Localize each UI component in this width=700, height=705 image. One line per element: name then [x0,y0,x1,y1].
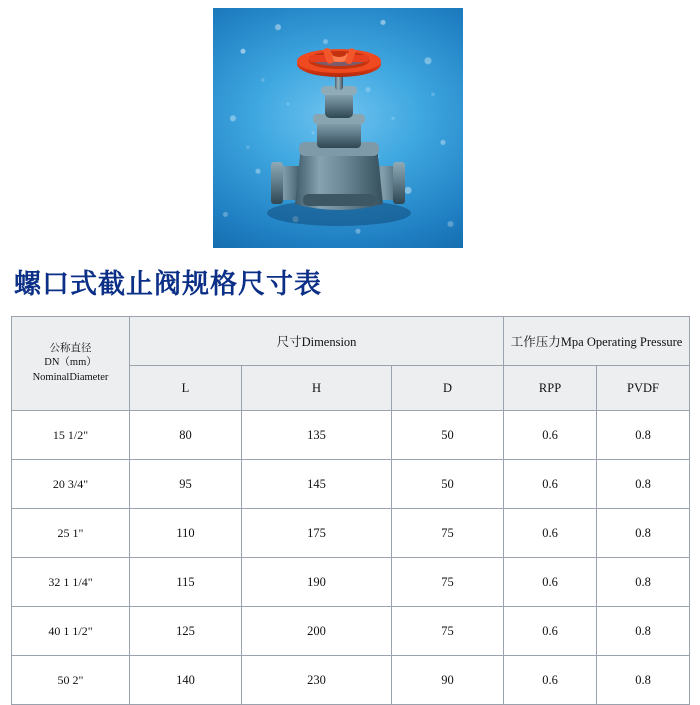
cell-dn-inch: 3/4" [67,476,89,491]
cell-dn-value: 25 [57,525,70,540]
cell-dn-inch: 1" [72,525,84,540]
cell-dn-inch: 1/2" [67,427,89,442]
cell-L: 110 [130,509,242,558]
cell-dn-inch: 1 1/2" [63,623,93,638]
product-photo [213,8,463,248]
cell-H: 135 [242,411,392,460]
cell-H: 175 [242,509,392,558]
cell-RPP: 0.6 [504,411,597,460]
table-row [12,460,690,509]
table-head [12,317,690,411]
table-row [12,656,690,705]
cell-dn [12,558,130,607]
table-header-group-row [12,317,690,366]
cell-L: 95 [130,460,242,509]
cell-H: 230 [242,656,392,705]
cell-L: 80 [130,411,242,460]
cell-dn-inch: 2" [72,672,84,687]
cell-D: 50 [392,411,504,460]
cell-H: 190 [242,558,392,607]
header-col-D: D [392,366,504,411]
cell-dn [12,607,130,656]
cell-PVDF: 0.8 [597,411,690,460]
table-row [12,411,690,460]
header-nominal-diameter-line1: 公称直径 [49,343,92,355]
cell-D: 50 [392,460,504,509]
page-title: 螺口式截止阀规格尺寸表 [14,269,322,300]
cell-dn [12,509,130,558]
cell-L: 140 [130,656,242,705]
cell-dn-value: 15 [52,427,65,442]
cell-H: 145 [242,460,392,509]
header-nominal-diameter-line2: DN（mm） [44,357,97,369]
product-photo-image [213,8,463,248]
cell-dn [12,460,130,509]
cell-RPP: 0.6 [504,656,597,705]
cell-RPP: 0.6 [504,607,597,656]
cell-RPP: 0.6 [504,460,597,509]
cell-dn [12,411,130,460]
cell-PVDF: 0.8 [597,607,690,656]
table-row [12,509,690,558]
header-col-RPP: RPP [504,366,597,411]
cell-RPP: 0.6 [504,509,597,558]
header-col-L: L [130,366,242,411]
header-dimension: 尺寸Dimension [130,317,504,366]
cell-PVDF: 0.8 [597,460,690,509]
table-row [12,558,690,607]
cell-RPP: 0.6 [504,558,597,607]
cell-H: 200 [242,607,392,656]
cell-dn-inch: 1 1/4" [63,574,93,589]
cell-dn-value: 40 [48,623,61,638]
cell-dn-value: 50 [57,672,70,687]
cell-PVDF: 0.8 [597,509,690,558]
cell-D: 75 [392,509,504,558]
cell-D: 75 [392,607,504,656]
cell-PVDF: 0.8 [597,558,690,607]
cell-dn-value: 20 [52,476,65,491]
header-col-H: H [242,366,392,411]
table-body [12,411,690,705]
cell-L: 125 [130,607,242,656]
cell-D: 90 [392,656,504,705]
header-col-PVDF: PVDF [597,366,690,411]
header-nominal-diameter [12,317,130,411]
header-nominal-diameter-line3: NominalDiameter [32,371,109,383]
cell-dn-value: 32 [48,574,61,589]
spec-table-wrap [11,316,689,705]
header-operating-pressure: 工作压力Mpa Operating Pressure [504,317,690,366]
spec-table [11,316,690,705]
gate-valve-illustration [213,8,463,248]
cell-L: 115 [130,558,242,607]
table-row [12,607,690,656]
cell-dn [12,656,130,705]
cell-D: 75 [392,558,504,607]
cell-PVDF: 0.8 [597,656,690,705]
